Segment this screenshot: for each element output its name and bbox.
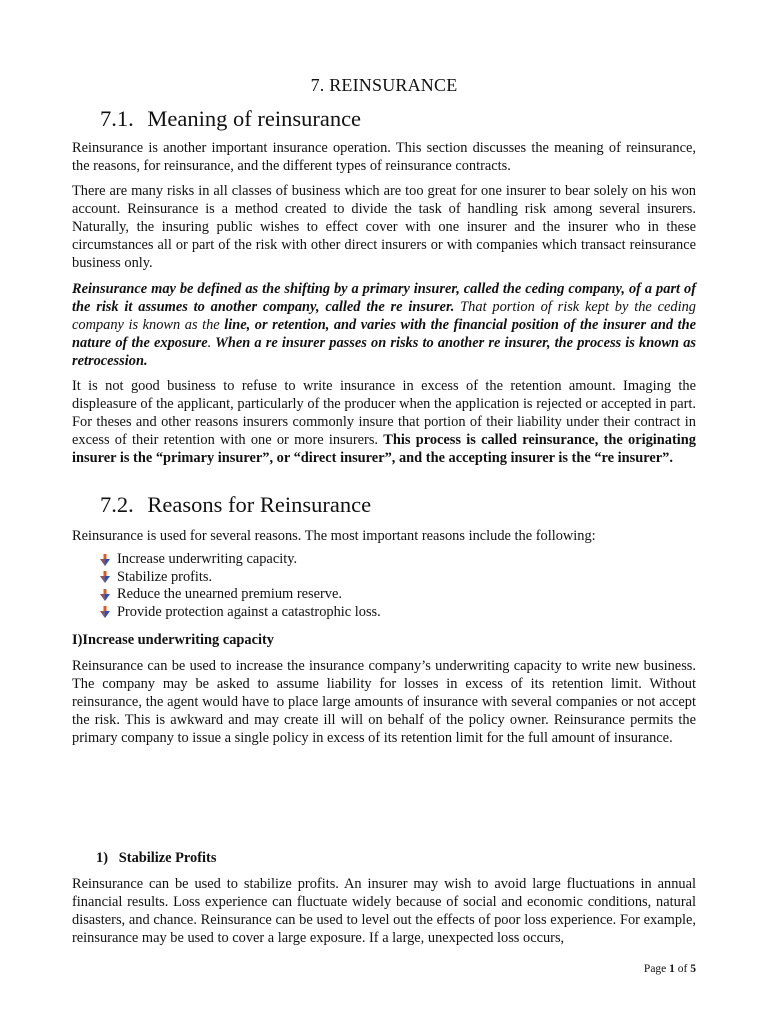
definition-line-retention: line, or retention, and varies with the financial position of the insurer and the nature of the exposure bbox=[72, 317, 696, 351]
section-heading-meaning bbox=[100, 106, 361, 132]
paragraph-stabilize-profits bbox=[72, 875, 696, 947]
paragraph-text: Reinsurance is used for several reasons. The most important reasons include the following: bbox=[72, 528, 596, 544]
paragraph-text: Reinsurance can be used to stabilize profits. An insurer may wish to avoid large fluctuations in annual financial results. Loss experience can fluctuate widely because of social and economic conditions, natural disasters, and chance. Reinsurance can be used to level out the effects of poor loss experience. For example, reinsurance may be used to cover a large exposure. If a large, unexpected loss occurs, bbox=[72, 876, 696, 946]
list-item bbox=[100, 569, 381, 587]
page-current: 1 bbox=[669, 963, 675, 975]
section-heading-reasons bbox=[100, 492, 371, 518]
list-item bbox=[100, 551, 381, 569]
section-number: 7.1. bbox=[100, 106, 134, 131]
page-label: Page bbox=[643, 963, 670, 975]
paragraph-reasons-intro bbox=[72, 527, 696, 545]
page-number bbox=[644, 963, 696, 975]
section-title: Reasons for Reinsurance bbox=[147, 492, 372, 517]
paragraph-definition bbox=[72, 280, 696, 370]
definition-retrocession: When a re insurer passes on risks to another re insurer, the process is known as retrocession. bbox=[72, 335, 697, 369]
paragraph-text: Reinsurance can be used to increase the insurance company’s underwriting capacity to write new business. The company may be asked to assume liability for losses in excess of its retention limit. Without reinsurance, the agent would have to place large amounts of insurance with several companies or not accept the risk. This is awkward and may create ill will on behalf of the policy owner. Reinsurance permits the primary company to issue a single policy in excess of its retention limit for the full amount of insurance. bbox=[72, 658, 696, 746]
list-item-text: Provide protection against a catastrophic loss. bbox=[117, 603, 381, 620]
retention-bold: This process is called reinsurance, the originating insurer is the “primary insurer”, or “direct insurer”, and the accepting insurer is the “re insurer”. bbox=[72, 432, 696, 466]
paragraph-intro bbox=[72, 139, 696, 175]
definition-text bbox=[72, 280, 696, 370]
list-item-text: Stabilize profits. bbox=[117, 568, 213, 585]
definition-period: . bbox=[207, 335, 212, 351]
subheading-stabilize-profits: 1) Stabilize Profits bbox=[96, 850, 217, 866]
paragraph-text: Reinsurance is another important insurance operation. This section discusses the meaning of reinsurance, the reasons, for reinsurance, and the different types of reinsurance contracts. bbox=[72, 140, 696, 174]
list-item bbox=[100, 604, 381, 622]
section-title: Meaning of reinsurance bbox=[147, 106, 362, 131]
page-total: 5 bbox=[690, 963, 696, 975]
definition-italic: That portion of risk kept by the ceding company is known as the bbox=[72, 299, 696, 333]
retention-text bbox=[72, 377, 696, 467]
reasons-list bbox=[100, 551, 381, 621]
page-of-label: of bbox=[674, 963, 691, 975]
down-arrow-bullet-icon bbox=[100, 571, 110, 583]
list-item-text: Reduce the unearned premium reserve. bbox=[117, 586, 342, 602]
retention-plain: It is not good business to refuse to write insurance in excess of the retention amount. Imaging the displeasure of the applicant, particularly of the producer when the application is rejected or accepted in part. For theses and other reasons insurers commonly insure that portion of their liability under their contract in excess of their retention with one or more insurers. bbox=[72, 378, 696, 448]
paragraph-underwriting-capacity bbox=[72, 657, 696, 747]
section-number: 7.2. bbox=[100, 492, 134, 517]
list-item bbox=[100, 586, 381, 604]
down-arrow-bullet-icon bbox=[100, 589, 110, 601]
down-arrow-bullet-icon bbox=[100, 554, 110, 566]
down-arrow-bullet-icon bbox=[100, 606, 110, 618]
chapter-title: 7. REINSURANCE bbox=[310, 75, 458, 95]
definition-bold: Reinsurance may be defined as the shifting by a primary insurer, called the ceding company, of a part of the risk it assumes to another company, called the re insurer. bbox=[72, 281, 696, 315]
paragraph-risks bbox=[72, 182, 696, 272]
list-item-text: Increase underwriting capacity. bbox=[117, 551, 298, 567]
paragraph-text: There are many risks in all classes of business which are too great for one insurer to bear solely on his won account. Reinsurance is a method created to divide the task of handling risk among several insurers. Naturally, the insuring public wishes to effect cover with one insurer and the insurer who in these circumstances all or part of the risk with other direct insurers or with companies which transact reinsurance business only. bbox=[72, 183, 696, 271]
subheading-underwriting-capacity: I)Increase underwriting capacity bbox=[72, 632, 274, 648]
paragraph-retention bbox=[72, 377, 696, 467]
